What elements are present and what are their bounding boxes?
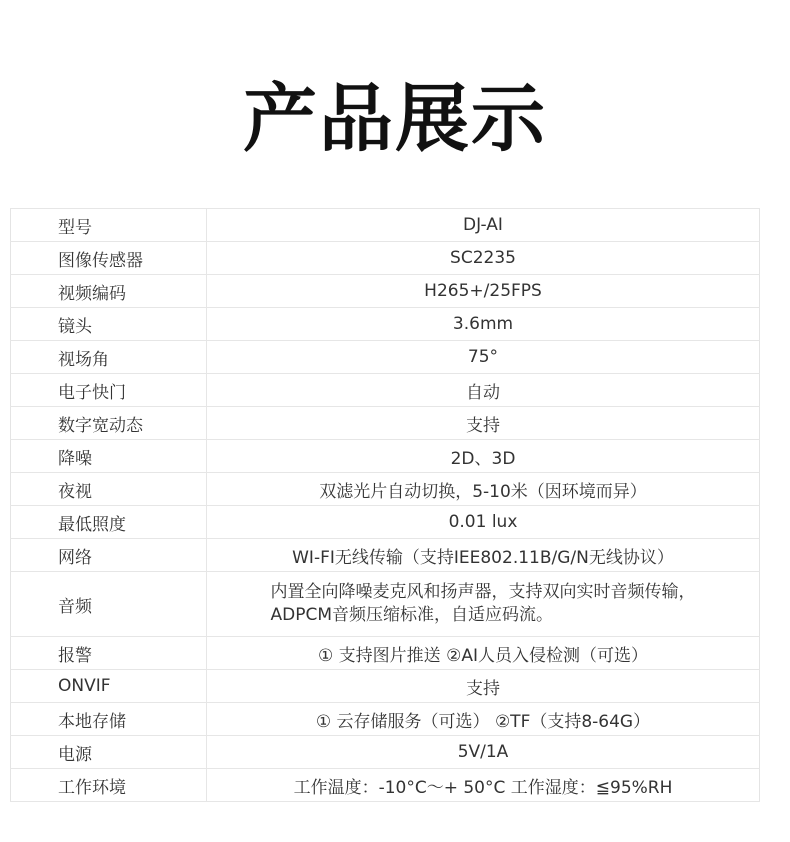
- spec-label: ONVIF: [11, 670, 207, 703]
- spec-row-noise-reduction: [11, 440, 760, 473]
- spec-label: 音频: [11, 572, 207, 637]
- spec-row-local-storage: [11, 703, 760, 736]
- spec-value-multiline: [271, 581, 696, 627]
- spec-label: 视场角: [11, 341, 207, 374]
- spec-label: 降噪: [11, 440, 207, 473]
- spec-label: 夜视: [11, 473, 207, 506]
- spec-label: 镜头: [11, 308, 207, 341]
- spec-value: 2D、3D: [207, 440, 760, 473]
- spec-table: [10, 208, 760, 802]
- spec-row-lens: [11, 308, 760, 341]
- spec-value: SC2235: [207, 242, 760, 275]
- spec-label: 本地存储: [11, 703, 207, 736]
- spec-row-night-vision: [11, 473, 760, 506]
- spec-row-electronic-shutter: [11, 374, 760, 407]
- spec-row-wdr: [11, 407, 760, 440]
- spec-value: 0.01 lux: [207, 506, 760, 539]
- spec-row-field-of-view: [11, 341, 760, 374]
- spec-value-line: ADPCM音频压缩标准，自适应码流。: [270, 605, 554, 625]
- spec-value: 75°: [207, 341, 760, 374]
- spec-value: 工作温度：-10°C～+ 50°C 工作湿度：≦95%RH: [207, 769, 760, 802]
- spec-row-network: [11, 539, 760, 572]
- spec-value: ① 云存储服务（可选） ②TF（支持8-64G）: [207, 703, 760, 736]
- spec-label: 工作环境: [11, 769, 207, 802]
- spec-row-alarm: [11, 637, 760, 670]
- spec-label: 电子快门: [11, 374, 207, 407]
- spec-label: 数字宽动态: [11, 407, 207, 440]
- spec-label: 视频编码: [11, 275, 207, 308]
- spec-label: 电源: [11, 736, 207, 769]
- spec-value: 支持: [207, 670, 760, 703]
- spec-value: [207, 572, 760, 637]
- page-title: 产品展示: [243, 76, 547, 162]
- spec-label: 型号: [11, 209, 207, 242]
- spec-row-onvif: [11, 670, 760, 703]
- spec-row-min-illumination: [11, 506, 760, 539]
- spec-value: DJ-AI: [207, 209, 760, 242]
- spec-value: 双滤光片自动切换，5-10米（因环境而异）: [207, 473, 760, 506]
- spec-value: 支持: [207, 407, 760, 440]
- spec-row-image-sensor: [11, 242, 760, 275]
- spec-value: 5V/1A: [207, 736, 760, 769]
- spec-row-audio: [11, 572, 760, 637]
- spec-value: 3.6mm: [207, 308, 760, 341]
- spec-label: 最低照度: [11, 506, 207, 539]
- spec-label: 图像传感器: [11, 242, 207, 275]
- spec-label: 网络: [11, 539, 207, 572]
- spec-label: 报警: [11, 637, 207, 670]
- spec-row-model: [11, 209, 760, 242]
- spec-row-power: [11, 736, 760, 769]
- spec-row-environment: [11, 769, 760, 802]
- spec-value: ① 支持图片推送 ②AI人员入侵检测（可选）: [207, 637, 760, 670]
- spec-value: H265+/25FPS: [207, 275, 760, 308]
- spec-row-video-encoding: [11, 275, 760, 308]
- spec-value: WI-FI无线传输（支持IEE802.11B/G/N无线协议）: [207, 539, 760, 572]
- spec-value: 自动: [207, 374, 760, 407]
- spec-value-line: 内置全向降噪麦克风和扬声器，支持双向实时音频传输，: [270, 582, 696, 602]
